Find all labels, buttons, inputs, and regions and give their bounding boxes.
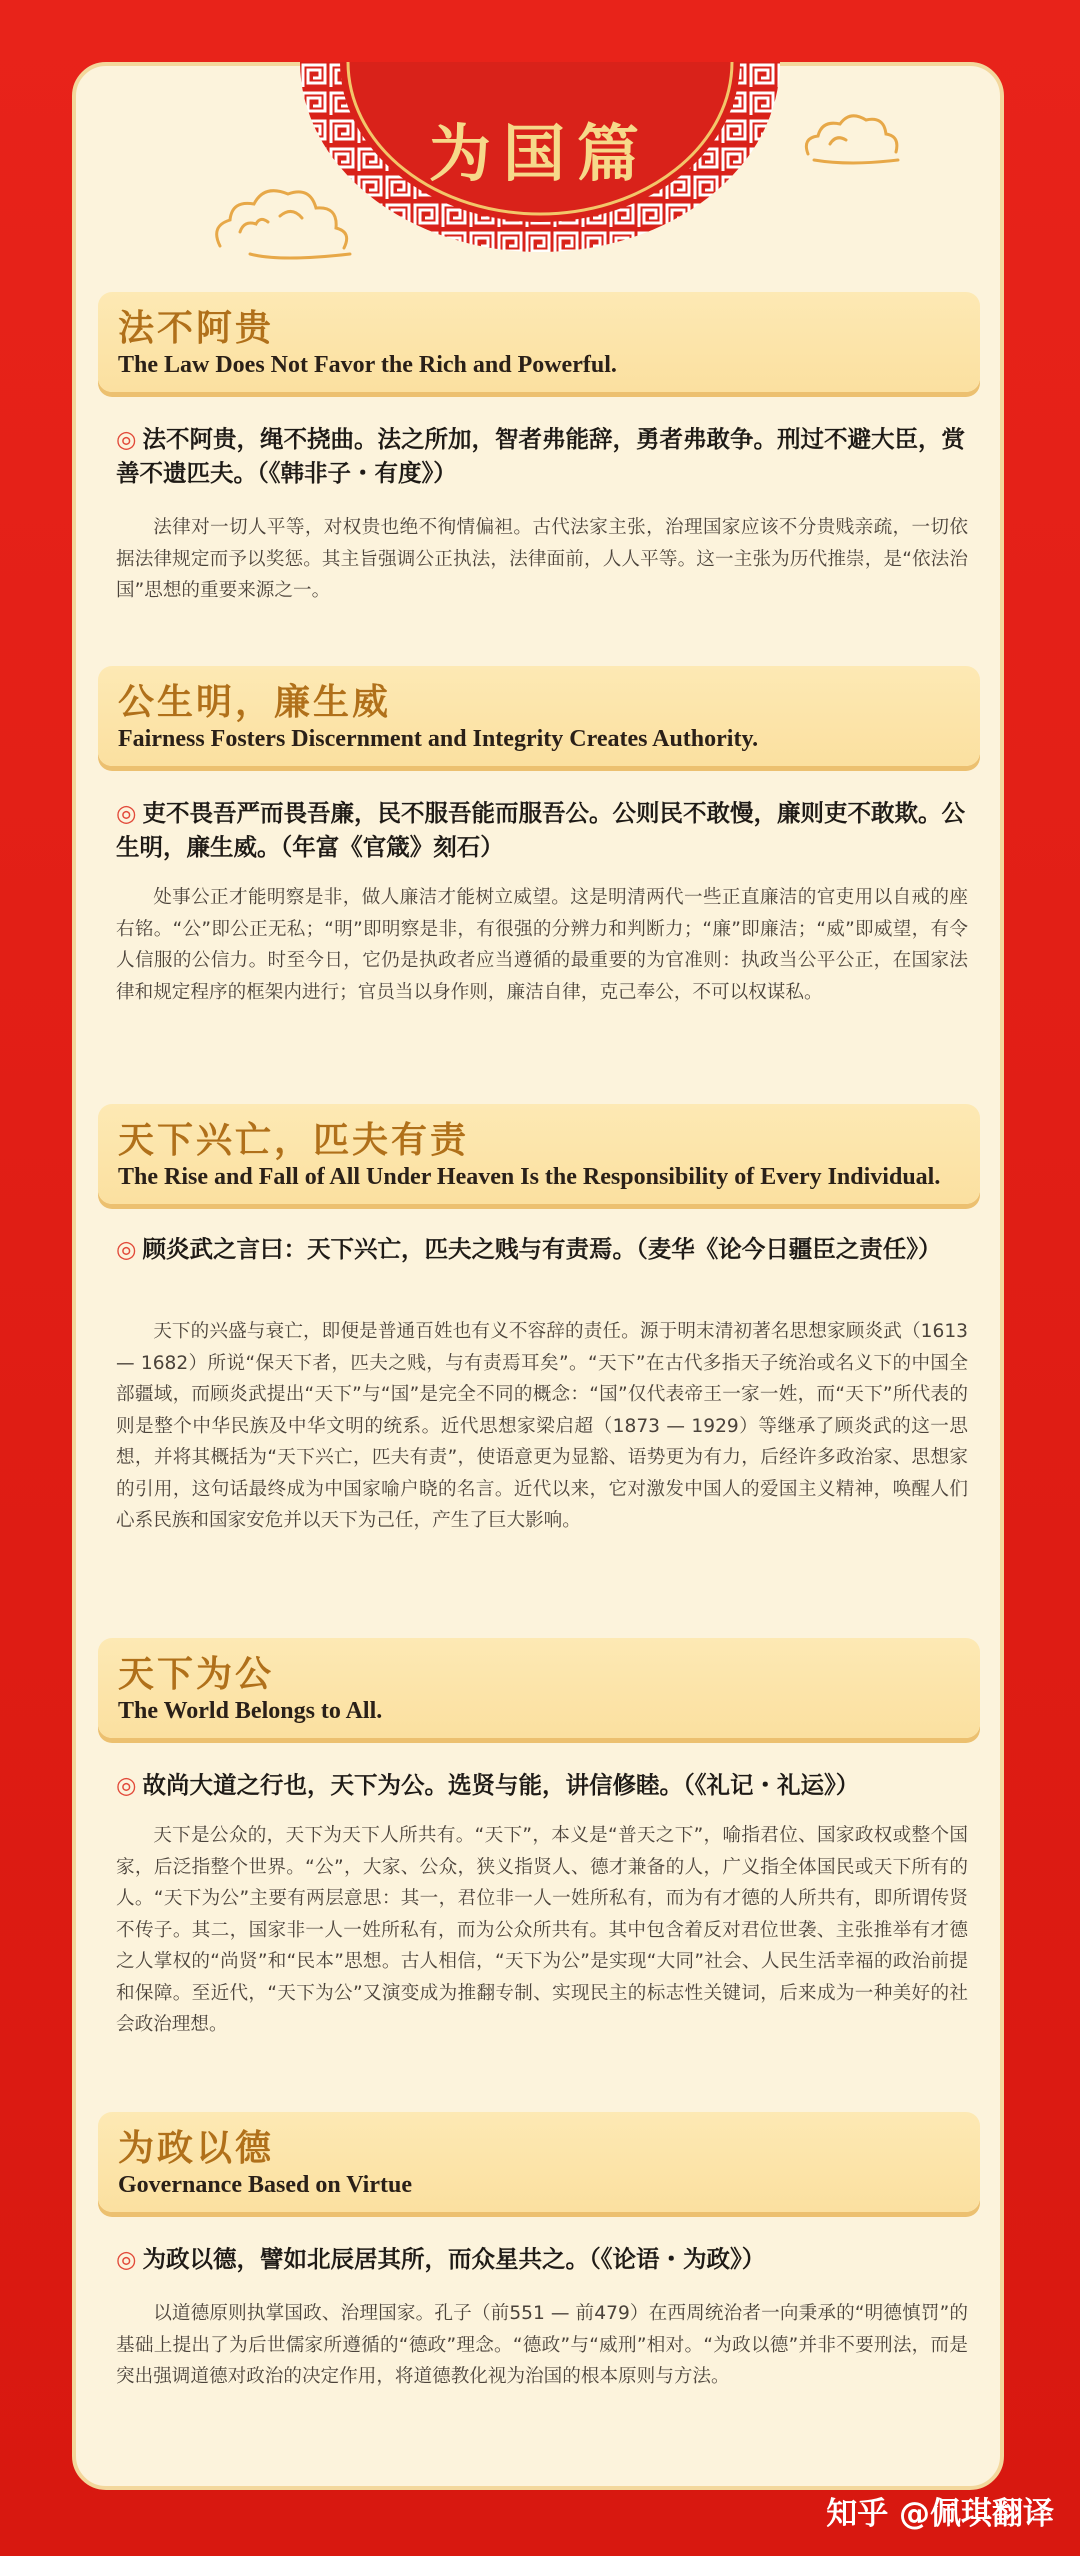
section-header [98, 2112, 980, 2212]
section-body: 法律对一切人平等，对权贵也绝不徇情偏袒。古代法家主张，治理国家应该不分贵贱亲疏，一切依据法律规定而予以奖惩。其主旨强调公正执法，法律面前，人人平等。这一主张为历代推崇，是“依法治国”思想的重要来源之一。 [116, 517, 968, 601]
section-header [98, 1104, 980, 1204]
section-title-en: The World Belongs to All. [118, 1698, 383, 1724]
section-body: 天下的兴盛与衰亡，即便是普通百姓也有义不容辞的责任。源于明末清初著名思想家顾炎武（1613 — 1682）所说“保天下者，匹夫之贱，与有责焉耳矣”。“天下”在古代多指天子统治或名义下的中国全部疆域，而顾炎武提出“天下”与“国”是完全不同的概念：“国”仅代表帝王一家一姓，而“天下”所代表的则是整个中华民族及中华文明的统系。近代思想家梁启超（1873 — 1929）等继承了顾炎武的这一思想，并将其概括为“天下兴亡，匹夫有责”，使语意更为显豁、语势更为有力，后经许多政治家、思想家的引用，这句话最终成为中国家喻户晓的名言。近代以来，它对激发中国人的爱国主义精神，唤醒人们心系民族和国家安危并以天下为己任，产生了巨大影响。 [116, 1321, 968, 1531]
quote-bullet-icon: ◎ [116, 1771, 137, 1799]
classical-quote [116, 796, 968, 864]
section-title-cn: 为政以德 [118, 2127, 275, 2169]
section-title-cn: 公生明，廉生威 [118, 681, 392, 723]
section-title-cn: 天下为公 [118, 1653, 275, 1695]
quote-text: 顾炎武之言曰：天下兴亡，匹夫之贱与有责焉。（麦华《论今日疆臣之责任》） [142, 1235, 942, 1263]
section-title-cn: 天下兴亡，匹夫有责 [118, 1119, 470, 1161]
quote-bullet-icon: ◎ [116, 2245, 137, 2273]
classical-quote [116, 1768, 968, 1802]
section-title-cn: 法不阿贵 [118, 307, 275, 349]
quote-text: 为政以德，譬如北辰居其所，而众星共之。（《论语・为政》） [142, 2245, 766, 2273]
quote-text: 吏不畏吾严而畏吾廉，民不服吾能而服吾公。公则民不敢慢，廉则吏不敢欺。公生明，廉生威。（年富《官箴》刻石） [116, 799, 966, 861]
classical-quote [116, 422, 968, 490]
quote-text: 故尚大道之行也，天下为公。选贤与能，讲信修睦。（《礼记・礼运》） [142, 1771, 860, 1799]
section-header [98, 292, 980, 392]
classical-quote [116, 2242, 968, 2276]
classical-quote [116, 1232, 968, 1266]
section-title-en: Governance Based on Virtue [118, 2172, 412, 2198]
page-title: 为国篇 [428, 117, 651, 190]
quote-text: 法不阿贵，绳不挠曲。法之所加，智者弗能辞，勇者弗敢争。刑过不避大臣，赏善不遗匹夫。（《韩非子・有度》） [116, 425, 966, 487]
section-body: 天下是公众的，天下为天下人所共有。“天下”，本义是“普天之下”，喻指君位、国家政权或整个国家，后泛指整个世界。“公”，大家、公众，狭义指贤人、德才兼备的人，广义指全体国民或天下所有的人。“天下为公”主要有两层意思：其一，君位非一人一姓所私有，而为有才德的人所共有，即所谓传贤不传子。其二，国家非一人一姓所私有，而为公众所共有。其中包含着反对君位世袭、主张推举有才德之人掌权的“尚贤”和“民本”思想。古人相信，“天下为公”是实现“大同”社会、人民生活幸福的政治前提和保障。至近代，“天下为公”又演变成为推翻专制、实现民主的标志性关键词，后来成为一种美好的社会政治理想。 [116, 1825, 968, 2035]
section-title-en: The Law Does Not Favor the Rich and Powerful. [118, 352, 617, 378]
cloud-ornament-icon [210, 176, 370, 266]
section-title-en: The Rise and Fall of All Under Heaven Is the Responsibility of Every Individual. [118, 1164, 941, 1190]
section-header [98, 666, 980, 766]
cloud-ornament-icon [800, 108, 904, 168]
quote-bullet-icon: ◎ [116, 425, 137, 453]
quote-bullet-icon: ◎ [116, 1235, 137, 1263]
section-title-en: Fairness Fosters Discernment and Integrity Creates Authority. [118, 726, 759, 752]
title-banner [300, 62, 780, 252]
section-body: 处事公正才能明察是非，做人廉洁才能树立威望。这是明清两代一些正直廉洁的官吏用以自戒的座右铭。“公”即公正无私；“明”即明察是非，有很强的分辨力和判断力；“廉”即廉洁；“威”即威望，有令人信服的公信力。时至今日，它仍是执政者应当遵循的最重要的为官准则：执政当公平公正，在国家法律和规定程序的框架内进行；官员当以身作则，廉洁自律，克己奉公，不可以权谋私。 [116, 887, 968, 1003]
quote-bullet-icon: ◎ [116, 799, 137, 827]
source-watermark: 知乎 @佩琪翻译 [826, 2496, 1054, 2532]
section-header [98, 1638, 980, 1738]
section-body: 以道德原则执掌国政、治理国家。孔子（前551 — 前479）在西周统治者一向秉承的“明德慎罚”的基础上提出了为后世儒家所遵循的“德政”理念。“德政”与“威刑”相对。“为政以德”并非不要刑法，而是突出强调道德对政治的决定作用，将道德教化视为治国的根本原则与方法。 [116, 2303, 968, 2387]
